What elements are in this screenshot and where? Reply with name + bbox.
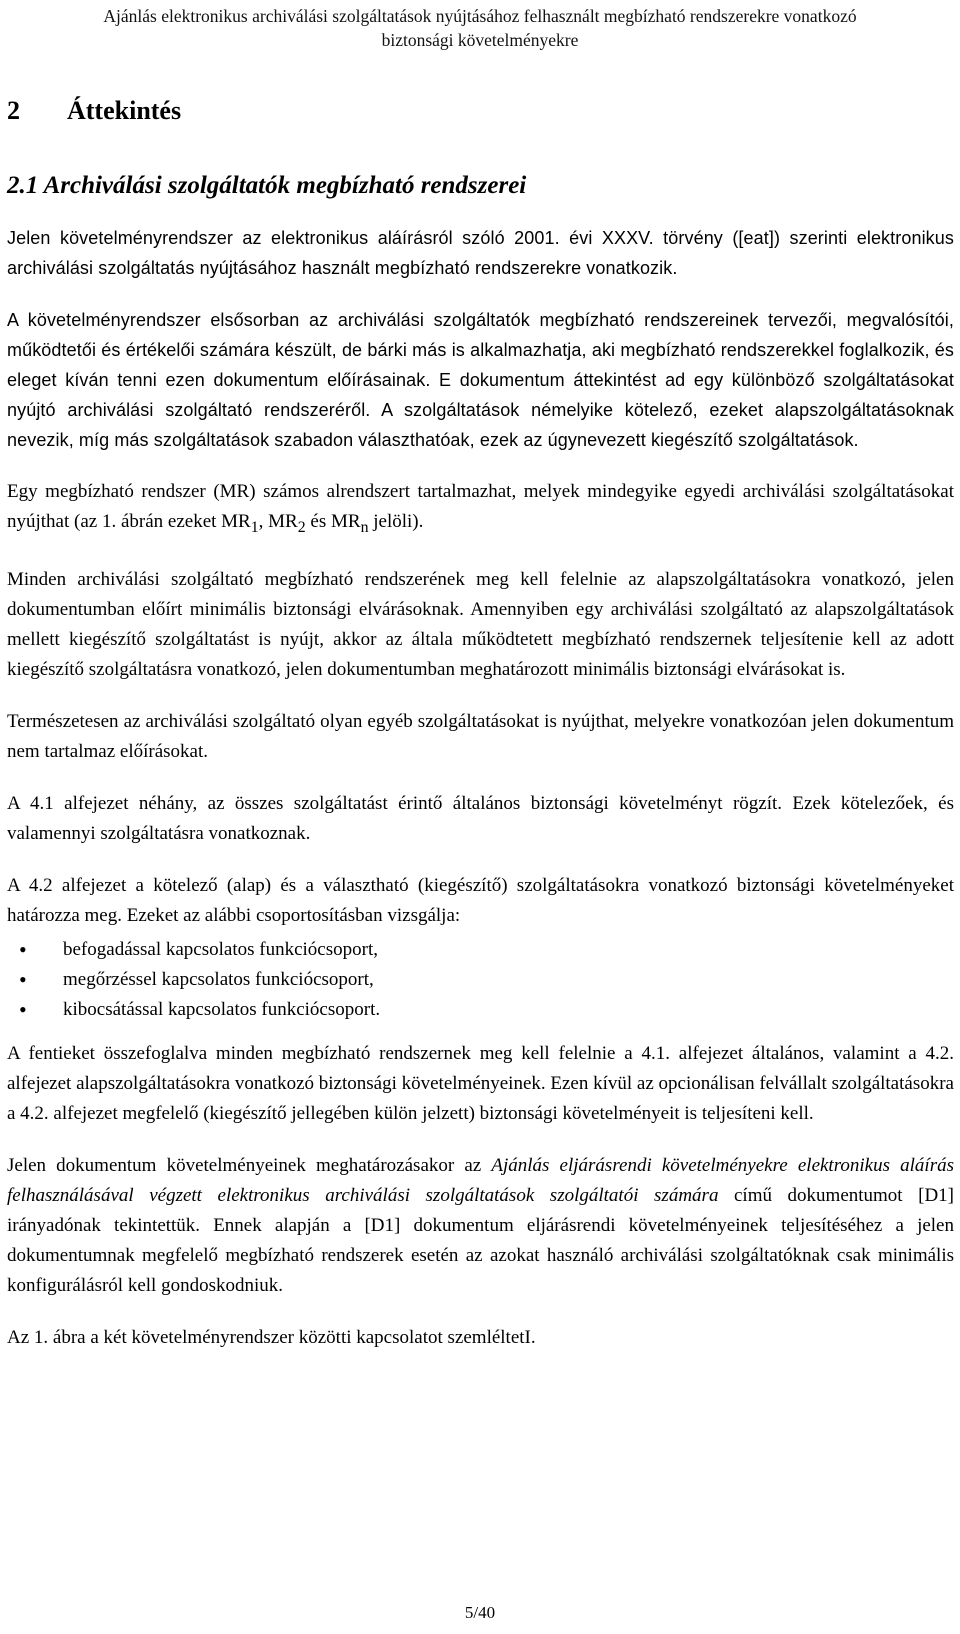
list-item: • kibocsátással kapcsolatos funkciócsoport. bbox=[7, 995, 954, 1025]
paragraph-1: Jelen követelményrendszer az elektronikus aláírásról szóló 2001. évi XXXV. törvény ([eat]) szerinti elektronikus archiválási szolgáltatás nyújtásához használt megbízható rendszerekre vonatkozik. bbox=[7, 228, 954, 278]
list-item: • befogadással kapcsolatos funkciócsoport, bbox=[7, 935, 954, 965]
paragraph-9: Jelen dokumentum követelményeinek meghatározásakor az Ajánlás eljárásrendi követelményekre elektronikus aláírás felhasználásával végzett elektronikus archiválási szolgáltatások szolgáltatói számára című dokumentumot [D1] irányadónak tekintettük. Ennek alapján a [D1] dokumentum eljárásrendi követelményeinek teljesítéséhez a jelen dokumentumnak megfelelő megbízható rendszerek esetén az azokat használó archiválási szolgáltatóknak csak minimális konfigurálásról kell gondoskodniuk. bbox=[7, 1154, 955, 1296]
running-header bbox=[0, 4, 960, 52]
bullet-list bbox=[7, 935, 954, 1025]
list-item: • megőrzéssel kapcsolatos funkciócsoport, bbox=[7, 965, 954, 995]
subsection-heading: 2.1 Archiválási szolgáltatók megbízható rendszerei bbox=[7, 172, 527, 199]
running-header-line1: Ajánlás elektronikus archiválási szolgáltatások nyújtásához felhasznált megbízható rendszerekre vonatkozó bbox=[103, 6, 857, 26]
paragraph-10: Az 1. ábra a két követelményrendszer közötti kapcsolatot szemléltetI. bbox=[7, 1326, 536, 1348]
body-text bbox=[7, 223, 954, 1375]
paragraph-2: A követelményrendszer elsősorban az archiválási szolgáltatók megbízható rendszereinek tervezői, megvalósítói, működtetői és értékelői számára készült, de bárki más is alkalmazhatja, aki megbízható rendszerekkel foglalkozik, és eleget kíván tenni ezen dokumentum előírásainak. E dokumentum áttekintést ad egy különböző szolgáltatásokat nyújtó archiválási szolgáltató rendszeréről. A szolgáltatások némelyike kötelező, ezeket alapszolgáltatásoknak nevezik, míg más szolgáltatások szabadon választhatóak, ezek az úgynevezett kiegészítő szolgáltatások. bbox=[7, 310, 954, 450]
section-number: 2 bbox=[7, 96, 20, 125]
paragraph-4: Minden archiválási szolgáltató megbízható rendszerének meg kell felelnie az alapszolgáltatásokra vonatkozó, jelen dokumentumban előírt minimális biztonsági elvárásoknak. Amennyiben egy archiválási szolgáltató az alapszolgáltatások mellett kiegészítő szolgáltatást is nyújt, akkor az általa működtetett megbízható rendszernek teljesítenie kell az adott kiegészítő szolgáltatásra vonatkozó, jelen dokumentumban meghatározott minimális biztonsági elvárásokat is. bbox=[7, 568, 954, 680]
section-heading bbox=[7, 96, 181, 126]
page-number: 5/40 bbox=[464, 1603, 496, 1622]
paragraph-7: A 4.2 alfejezet a kötelező (alap) és a választható (kiegészítő) szolgáltatásokra vonatkozó biztonsági követelményeket határozza meg. Ezeket az alábbi csoportosításban vizsgálja: bbox=[7, 874, 954, 926]
paragraph-8: A fentieket összefoglalva minden megbízható rendszernek meg kell felelnie a 4.1. alfejezet általános, valamint a 4.2. alfejezet alapszolgáltatásokra vonatkozó biztonsági követelményeinek. Ezen kívül az opcionálisan felvállalt szolgáltatásokra a 4.2. alfejezet megfelelő (kiegészítő jellegében külön jelzett) biztonsági követelményeit is teljesíteni kell. bbox=[7, 1042, 954, 1124]
section-title: Áttekintés bbox=[67, 96, 182, 125]
running-header-line2: biztonsági követelményekre bbox=[381, 30, 579, 50]
paragraph-5: Természetesen az archiválási szolgáltató olyan egyéb szolgáltatásokat is nyújthat, melyekre vonatkozóan jelen dokumentum nem tartalmaz előírásokat. bbox=[7, 710, 954, 762]
paragraph-6: A 4.1 alfejezet néhány, az összes szolgáltatást érintő általános biztonsági követelményt rögzít. Ezek kötelezőek, és valamennyi szolgáltatásra vonatkoznak. bbox=[7, 792, 954, 844]
paragraph-3: Egy megbízható rendszer (MR) számos alrendszert tartalmazhat, melyek mindegyike egyedi archiválási szolgáltatásokat nyújthat (az 1. ábrán ezeket $MR_1$, $MR_2$ és $MR_n$ jelöli). bbox=[7, 481, 954, 536]
